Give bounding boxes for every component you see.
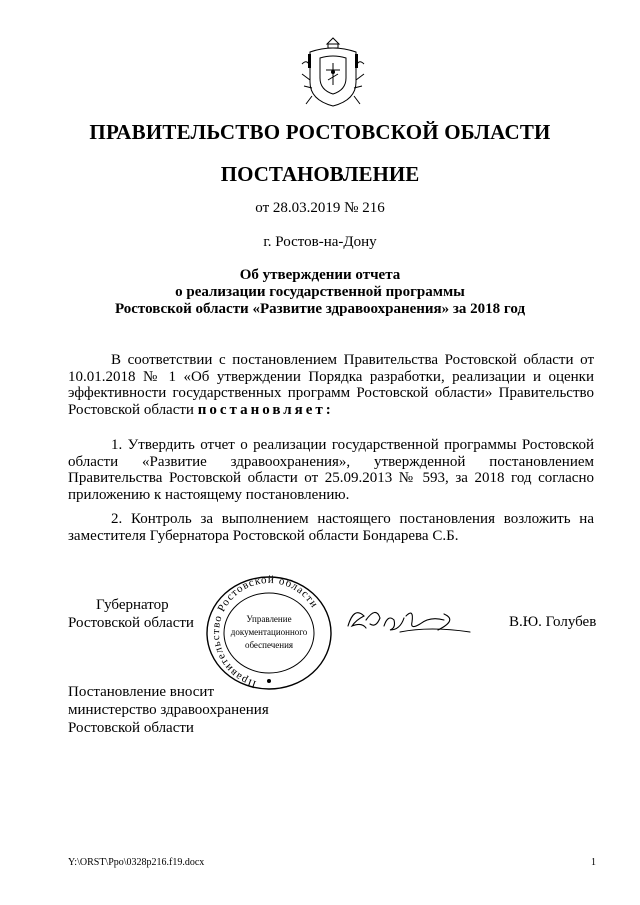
page-number: 1	[591, 857, 596, 868]
stamp-inner-line: документационного	[230, 627, 308, 637]
signatory-title-line: Ростовской области	[68, 615, 194, 631]
signatory-name: В.Ю. Голубев	[509, 614, 597, 630]
organization-title: ПРАВИТЕЛЬСТВО РОСТОВСКОЙ ОБЛАСТИ	[89, 120, 551, 144]
document-type: ПОСТАНОВЛЕНИЕ	[220, 162, 420, 186]
stamp-inner-line: Управление	[246, 614, 292, 624]
item-2-text: 2. Контроль за выполнением настоящего постановления возложить на заместителя Губернатора Ростовской области Бондарева С.Б.	[68, 511, 594, 544]
item-1-text: 1. Утвердить отчет о реализации государственной программы Ростовской области «Развитие здравоохранения», утвержденной постановлением Правительства Ростовской области от 25.09.2013 № 593, за 2018 год согласно приложению к настоящему постановлению.	[68, 437, 594, 503]
note-line: Постановление вносит	[68, 684, 215, 700]
signatory-title-line: Губернатор	[96, 597, 169, 613]
document-place: г. Ростов-на-Дону	[263, 234, 377, 250]
decree-item-2	[68, 511, 594, 544]
coat-of-arms-icon	[298, 34, 368, 110]
submitted-by-note	[68, 683, 269, 737]
preamble-paragraph	[68, 352, 594, 418]
preamble-text: В соответствии с постановлением Правительства Ростовской области от 10.01.2018 № 1 «Об утверждении Порядка разработки, реализации и оценки эффективности государственных программ Ростовской области» Правительство Ростовской области	[68, 352, 594, 418]
note-line: Ростовской области	[68, 720, 194, 736]
subject-line: Об утверждении отчета	[239, 267, 401, 283]
decree-item-1	[68, 437, 594, 503]
footer-file-path: Y:\ORST\Ppo\0328p216.f19.docx	[68, 857, 205, 868]
subject-line: о реализации государственной программы	[175, 284, 465, 300]
stamp-ring-text: Правительство Ростовской области	[209, 575, 321, 691]
official-stamp	[203, 575, 335, 695]
handwritten-signature	[340, 600, 480, 640]
subject-line: Ростовской области «Развитие здравоохранения» за 2018 год	[114, 301, 526, 317]
note-line: министерство здравоохранения	[68, 702, 269, 718]
decree-action: постановляет:	[197, 401, 334, 418]
stamp-inner-line: обеспечения	[244, 640, 294, 650]
document-date-number: от 28.03.2019 № 216	[255, 200, 385, 216]
document-subject	[0, 267, 640, 318]
signatory-title	[68, 596, 194, 632]
